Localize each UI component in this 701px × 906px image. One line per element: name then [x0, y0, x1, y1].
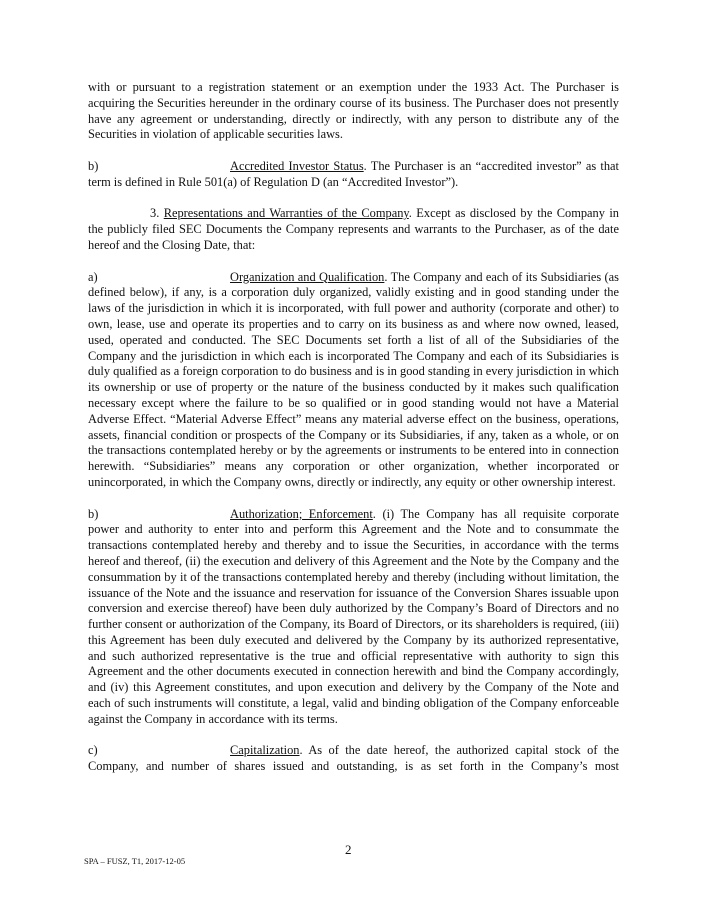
- document-footer: SPA – FUSZ, T1, 2017-12-05: [84, 856, 186, 866]
- section-text: . Except as disclosed by the Company in the publicly filed SEC Documents the Company represents and warrants to the Purchaser, as of the date hereof and the Closing Date, that:: [88, 206, 619, 252]
- section-heading: Organization and Qualification: [230, 269, 385, 284]
- section-text: . The Purchaser is an “accredited investor” as that term is defined in Rule 501(a) of Regulation D (an “Accredited Investor”).: [88, 158, 619, 189]
- paragraph-continuation: with or pursuant to a registration statement or an exemption under the 1933 Act. The Purchaser is acquiring the Securities hereunder in the ordinary course of its business. The Purchaser does not presently have any agreement or understanding, directly or indirectly, with any person to distribute any of the Securities in violation of applicable securities laws.: [88, 80, 619, 142]
- section-heading: Authorization; Enforcement: [230, 506, 373, 521]
- section-marker: 3.: [150, 206, 160, 221]
- section-2b-accredited-investor: [88, 159, 619, 191]
- section-marker: a): [88, 269, 98, 284]
- section-3c-capitalization: [88, 743, 619, 775]
- section-3a-organization: [88, 270, 619, 491]
- section-text: . The Company and each of its Subsidiaries (as defined below), if any, is a corporation duly organized, validly existing and in good standing under the laws of the jurisdiction in which it is incorporated, with full power and authority (corporate and other) to own, lease, use and operate its properties and to carry on its business as and where now owned, leased, used, operated and conducted. The SEC Documents set forth a list of all of the Subsidiaries of the Company and the jurisdiction in which each is incorporated The Company and each of its Subsidiaries is duly qualified as a foreign corporation to do business and is in good standing in every jurisdiction in which its ownership or use of property or the nature of the business conducted by it makes such qualification necessary except where the failure to be so qualified or in good standing would not have a Material Adverse Effect. “Material Adverse Effect” means any material adverse effect on the business, operations, assets, financial condition or prospects of the Company or its Subsidiaries, if any, taken as a whole, or on the transactions contemplated hereby or by the agreements or instruments to be entered into in connection herewith. “Subsidiaries” means any corporation or other organization, whether incorporated or unincorporated, in which the Company owns, directly or indirectly, any equity or other ownership interest.: [88, 269, 619, 489]
- section-heading: Representations and Warranties of the Company: [163, 206, 409, 221]
- section-3b-authorization: [88, 507, 619, 728]
- section-marker: c): [88, 743, 98, 758]
- section-marker: b): [88, 506, 99, 521]
- section-heading: Capitalization: [230, 743, 300, 758]
- section-heading: Accredited Investor Status: [230, 158, 364, 173]
- page-number: 2: [345, 842, 352, 857]
- section-3-representations: [88, 206, 619, 253]
- section-text: . As of the date hereof, the authorized capital stock of the Company, and number of shares issued and outstanding, is as set forth in the Company’s most: [88, 743, 619, 774]
- section-text: . (i) The Company has all requisite corporate power and authority to enter into and perform this Agreement and the Note and to consummate the transactions contemplated hereby and thereby and to issue the Securities, in accordance with the terms hereof and thereof, (ii) the execution and delivery of this Agreement and the Note by the Company and the consummation by it of the transactions contemplated hereby and thereby (including without limitation, the issuance of the Note and the issuance and reservation for issuance of the Conversion Shares issuable upon conversion and exercise thereof) have been duly authorized by the Company’s Board of Directors and no further consent or authorization of the Company, its Board of Directors, or its shareholders is required, (iii) this Agreement has been duly executed and delivered by the Company by its authorized representative, and such authorized representative is the true and official representative with authority to sign this Agreement and the other documents executed in connection herewith and bind the Company accordingly, and (iv) this Agreement constitutes, and upon execution and delivery by the Company of the Note and each of such instruments will constitute, a legal, valid and binding obligation of the Company enforceable against the Company in accordance with its terms.: [88, 506, 619, 726]
- document-body: [88, 80, 619, 791]
- section-marker: b): [88, 158, 99, 173]
